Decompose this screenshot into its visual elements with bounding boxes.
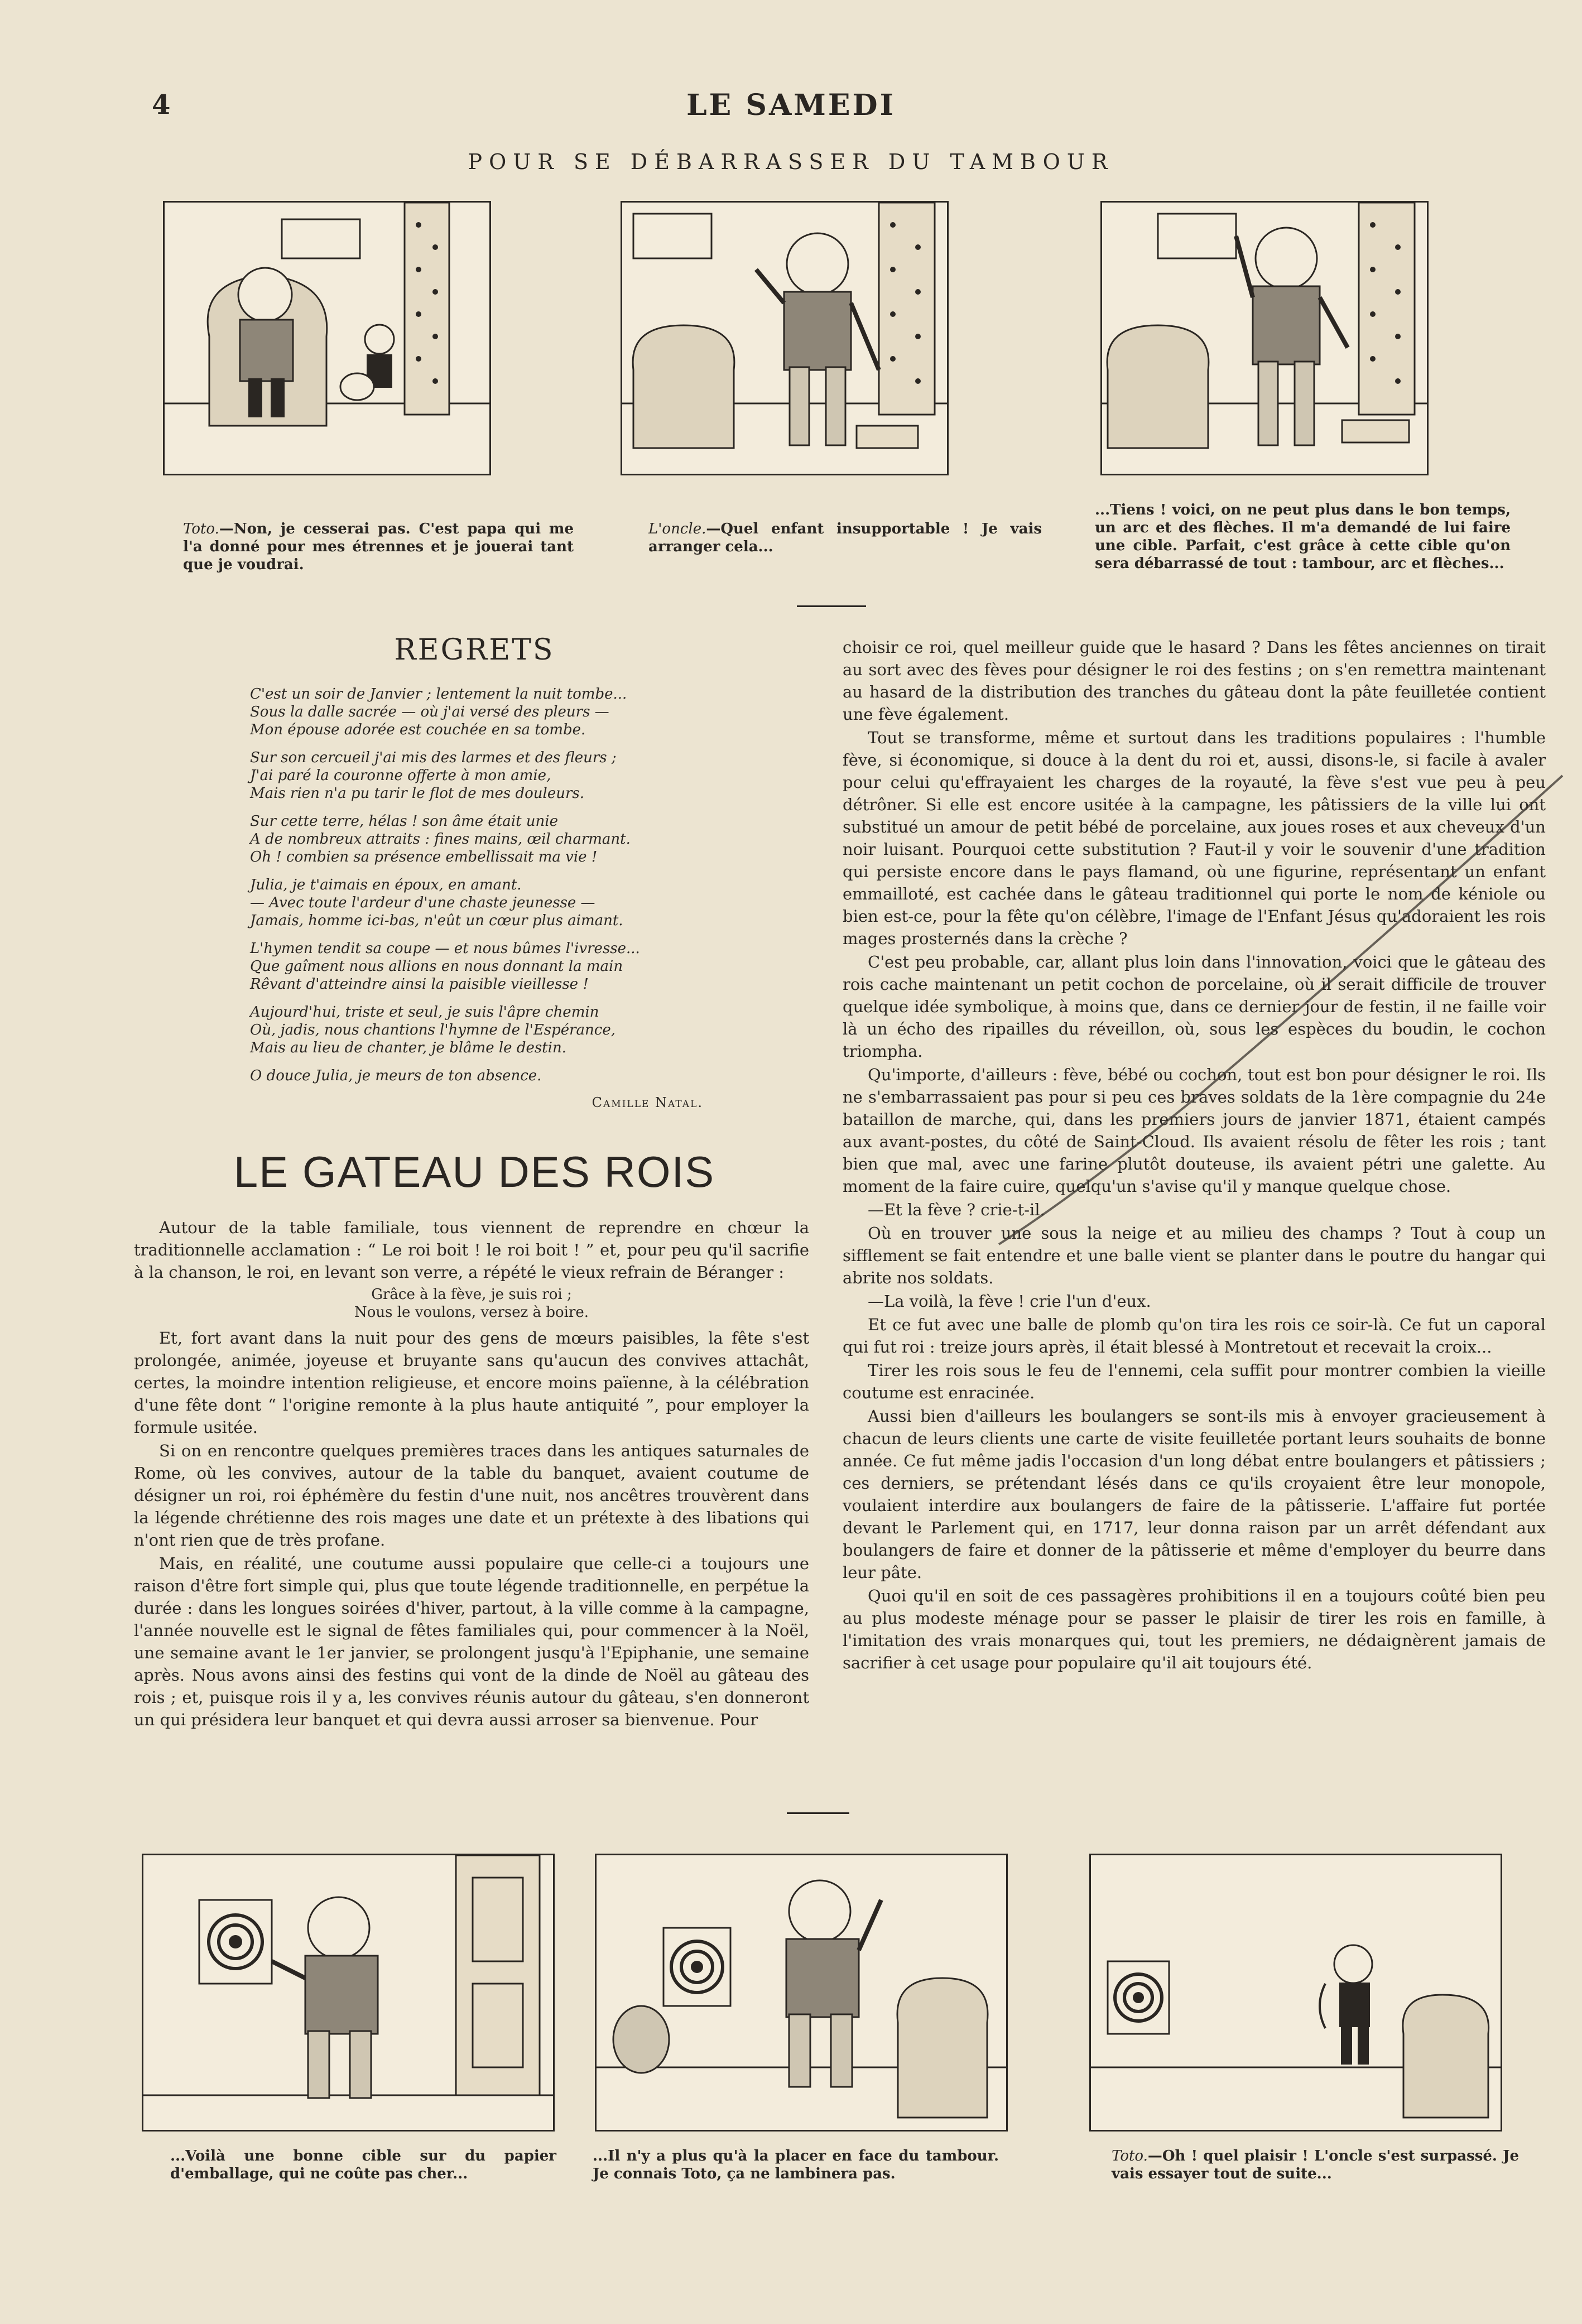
article-paragraph: Aussi bien d'ailleurs les boulangers se sont-ils mis à envoyer gracieusement à chacun de leurs clients une carte de visite feuilletée portant leurs souhaits de bonne année. Ce fut même jadis l'occasion d'un long débat entre boulangers et pâtissiers ; ces derniers, se prétendant lésés dans ce qu'ils croyaient être leur monopole, voulaient interdire aux boulangers de faire de la pâtisserie. L'affaire fut portée devant le Parlement qui, en 1717, leur donna raison par un arrêt défendant aux boulangers de faire et donner de la pâtisserie et même d'employer du beurre dans leur pâte.	[843, 1407, 1546, 1582]
poem-body	[250, 685, 708, 1095]
comic-panel-5	[595, 1854, 1008, 2131]
article-paragraph: Quoi qu'il en soit de ces passagères prohibitions il en a toujours coûté bien peu au plus modeste ménage pour se passer le plaisir de tirer les rois en famille, à l'imitation des vrais monarques qui, tout les premiers, ne dédaignèrent jamais de sacrifier à cet usage pour populaire qu'il ait toujours été.	[843, 1586, 1546, 1672]
poem-line: Aujourd'hui, triste et seul, je suis l'âpre chemin	[250, 1004, 599, 1021]
poem-line: O douce Julia, je meurs de ton absence.	[250, 1067, 542, 1084]
comic-panel-2	[621, 201, 949, 475]
article-paragraph: Si on en rencontre quelques premières traces dans les antiques saturnales de Rome, où les convives, autour de la table du banquet, avaient coutume de désigner un roi, roi éphémère du festin d'une nuit, nos ancêtres trouvèrent dans la légende chrétienne des rois mages une date et un prétexte à des libations qui n'ont rien que de très profane.	[134, 1441, 809, 1550]
poem-stanza	[250, 876, 708, 930]
uncle-drum-illustration	[597, 1855, 1006, 2130]
comic-strip-title: POUR SE DÉBARRASSER DU TAMBOUR	[468, 150, 1114, 174]
caption-speaker: L'oncle.	[648, 521, 706, 537]
article-paragraph: —Et la fève ? crie-t-il.	[868, 1200, 1045, 1219]
comic-caption-1	[183, 520, 574, 574]
article-paragraph: Et, fort avant dans la nuit pour des gens de mœurs paisibles, la fête s'est prolongée, animée, joyeuse et bruyante sans qu'aucun des convives attachât, certes, la moindre intention religieuse, et encore moins païenne, à la célébration d'une fête dont “ l'origine remonte à la plus haute antiquité ”, pour employer la formule usitée.	[134, 1329, 809, 1437]
article-paragraph: Et ce fut avec une balle de plomb qu'on tira les rois ce soir-là. Ce fut un caporal qui fut roi : treize jours après, il était blessé à Montretout et recevait la croix...	[843, 1315, 1546, 1356]
poem-line: Que gaîment nous allions en nous donnant la main	[250, 958, 623, 975]
comic-panel-1	[163, 201, 491, 475]
comic-panel-3	[1100, 201, 1429, 475]
poem-line: A de nombreux attraits : fines mains, œil charmant.	[250, 831, 631, 848]
caption-speaker: Toto.	[183, 521, 219, 537]
article-paragraph: Tout se transforme, même et surtout dans les traditions populaires : l'humble fève, si économique, si douce à la dent du roi et, aussi, disons-le, si facile à avaler pour celui qu'effrayaient les charges de la royauté, la fève s'est vue peu à peu détrôner. Si elle est encore usitée à la campagne, les pâtissiers de la ville lui ont substitué un amour de petit bébé de porcelaine, aux joues roses et aux cheveux d'un noir luisant. Pourquoi cette substitution ? Faut-il y voir le souvenir d'une tradition qui persiste encore dans le pays flamand, où une figurine, représentant un enfant emmailloté, est cachée dans le gâteau traditionnel qui porte le nom de kéniole ou bien est-ce, pour la fête qu'on célèbre, l'image de l'Enfant Jésus qu'adoraient les rois mages prosternés dans la crèche ?	[843, 728, 1546, 948]
article-paragraph: Tirer les rois sous le feu de l'ennemi, cela suffit pour montrer combien la vieille coutume est enracinée.	[843, 1361, 1546, 1402]
caption-text: —Non, je cesserai pas. C'est papa qui me l'a donné pour mes étrennes et je jouerai tant que je voudrai.	[183, 521, 574, 573]
poem-line: Sous la dalle sacrée — où j'ai versé des pleurs —	[250, 704, 609, 720]
article-paragraph: —La voilà, la fève ! crie l'un d'eux.	[868, 1292, 1151, 1311]
article-paragraph: choisir ce roi, quel meilleur guide que le hasard ? Dans les fêtes anciennes on tirait au sort avec des fèves pour désigner le roi des festins ; on s'en remettra maintenant au hasard de la distribution des tranches du gâteau dont la pâte feuilletée contient une fève également.	[843, 638, 1546, 724]
poem-signature: Camille Natal.	[592, 1095, 703, 1110]
poem-line: Jamais, homme ici-bas, n'eût un cœur plus aimant.	[250, 912, 623, 929]
poem-stanza	[250, 1067, 708, 1085]
poem-stanza	[250, 812, 708, 866]
caption-speaker: Toto.	[1112, 2148, 1148, 2164]
article-paragraph: Autour de la table familiale, tous viennent de reprendre en chœur la traditionnelle acclamation : “ Le roi boit ! le roi boit ! ” et, pour peu qu'il sacrifie à la chanson, le roi, en levant son verre, a répété le vieux refrain de Béranger :	[134, 1218, 809, 1282]
verse-quote	[134, 1286, 809, 1321]
comic-panel-6	[1089, 1854, 1502, 2131]
poem-stanza	[250, 940, 708, 993]
comic-caption-5	[593, 2147, 999, 2183]
article-left-column	[134, 1216, 809, 1732]
caption-text: —Oh ! quel plaisir ! L'oncle s'est surpassé. Je vais essayer tout de suite...	[1112, 2148, 1519, 2182]
uncle-target-illustration	[143, 1855, 553, 2130]
poem-title: REGRETS	[394, 633, 555, 667]
comic-caption-2	[648, 520, 1042, 556]
poem-line: Mais au lieu de chanter, je blâme le destin.	[250, 1040, 566, 1056]
poem-line: C'est un soir de Janvier ; lentement la nuit tombe...	[250, 686, 627, 703]
poem-line: Sur son cercueil j'ai mis des larmes et des fleurs ;	[250, 749, 617, 766]
section-divider	[797, 605, 866, 607]
poem-line: L'hymen tendit sa coupe — et nous bûmes l'ivresse...	[250, 940, 640, 957]
poem-line: J'ai paré la couronne offerte à mon amie,	[250, 767, 551, 784]
comic-caption-6	[1112, 2147, 1519, 2183]
verse-line: Nous le voulons, versez à boire.	[354, 1304, 589, 1321]
section-divider	[787, 1812, 849, 1814]
masthead: LE SAMEDI	[686, 88, 896, 122]
poem-line: Mais rien n'a pu tarir le flot de mes douleurs.	[250, 785, 585, 802]
poem-stanza	[250, 685, 708, 739]
uncle-standing-illustration	[622, 203, 947, 474]
toto-bow-illustration	[1091, 1855, 1501, 2130]
poem-line: — Avec toute l'ardeur d'une chaste jeunesse —	[250, 894, 595, 911]
poem-line: Où, jadis, nous chantions l'hymne de l'Espérance,	[250, 1022, 616, 1038]
page-number: 4	[152, 89, 171, 121]
poem-line: Sur cette terre, hélas ! son âme était unie	[250, 813, 558, 830]
poem-line: Oh ! combien sa présence embellissait ma vie !	[250, 849, 598, 865]
comic-caption-3	[1095, 501, 1511, 572]
article-paragraph: Mais, en réalité, une coutume aussi populaire que celle-ci a toujours une raison d'être fort simple qui, plus que toute légende traditionnelle, en perpétue la durée : dans les longues soirées d'hiver, partout, à la ville comme à la campagne, l'année nouvelle est le signal de fêtes familiales qui, pour commencer à la Noël, une semaine avant le 1er janvier, se prolongent jusqu'à l'Epiphanie, une semaine après. Nous avons ainsi des festins qui vont de la dinde de Noël au gâteau des rois ; et, puisque rois il y a, les convives réunis autour du gâteau, s'en donneront un qui présidera leur banquet et qui devra aussi arroser sa bienvenue. Pour	[134, 1554, 809, 1729]
comic-panel-4	[142, 1854, 555, 2131]
poem-line: Rêvant d'atteindre ainsi la paisible vieillesse !	[250, 976, 589, 993]
poem-line: Mon épouse adorée est couchée en sa tombe.	[250, 721, 586, 738]
verse-line: Grâce à la fève, je suis roi ;	[371, 1286, 572, 1303]
article-paragraph: Où en trouver une sous la neige et au milieu des champs ? Tout à coup un sifflement se fait entendre et une balle vient se planter dans le poutre du hangar qui abrite nos soldats.	[843, 1224, 1546, 1287]
caption-text: ...Voilà une bonne cible sur du papier d'emballage, qui ne coûte pas cher...	[170, 2148, 556, 2182]
caption-text: —Quel enfant insupportable ! Je vais arranger cela...	[648, 521, 1042, 555]
poem-stanza	[250, 1003, 708, 1057]
article-title: LE GATEAU DES ROIS	[233, 1147, 715, 1196]
uncle-armchair-illustration	[165, 203, 489, 474]
article-paragraph: C'est peu probable, car, allant plus loin dans l'innovation, voici que le gâteau des rois cache maintenant un petit cochon de porcelaine, où il serait difficile de trouver quelque idée symbolique, à moins que, dans ce dernier jour de festin, il ne faille voir là un écho des ripailles du réveillon, où, sous les espèces du boudin, le cochon triompha.	[843, 952, 1546, 1061]
caption-text: ...Il n'y a plus qu'à la placer en face du tambour. Je connais Toto, ça ne lambinera pas.	[593, 2148, 999, 2182]
caption-text: ...Tiens ! voici, on ne peut plus dans le bon temps, un arc et des flèches. Il m'a demandé de lui faire une cible. Parfait, c'est grâce à cette cible qu'on sera débarrassé de tout : tambour, arc et flèches...	[1095, 502, 1511, 572]
poem-line: Julia, je t'aimais en époux, en amant.	[250, 877, 522, 893]
article-paragraph: Qu'importe, d'ailleurs : fève, bébé ou cochon, tout est bon pour désigner le roi. Ils ne s'embarrassaient pas pour si peu ces braves soldats de la 1ère compagnie du 24e bataillon de marche, qui, dans les premiers jours de janvier 1871, étaient campés aux avant-postes, du côté de Saint-Cloud. Ils avaient résolu de fêter les rois ; tant bien que mal, avec une farine plutôt douteuse, ils avaient pétri une galette. Au moment de la faire cuire, quelqu'un s'avise qu'il y manque quelque chose.	[843, 1065, 1546, 1196]
uncle-bow-arrows-illustration	[1102, 203, 1427, 474]
comic-caption-4	[170, 2147, 556, 2183]
poem-stanza	[250, 749, 708, 802]
article-right-column	[843, 636, 1546, 1675]
